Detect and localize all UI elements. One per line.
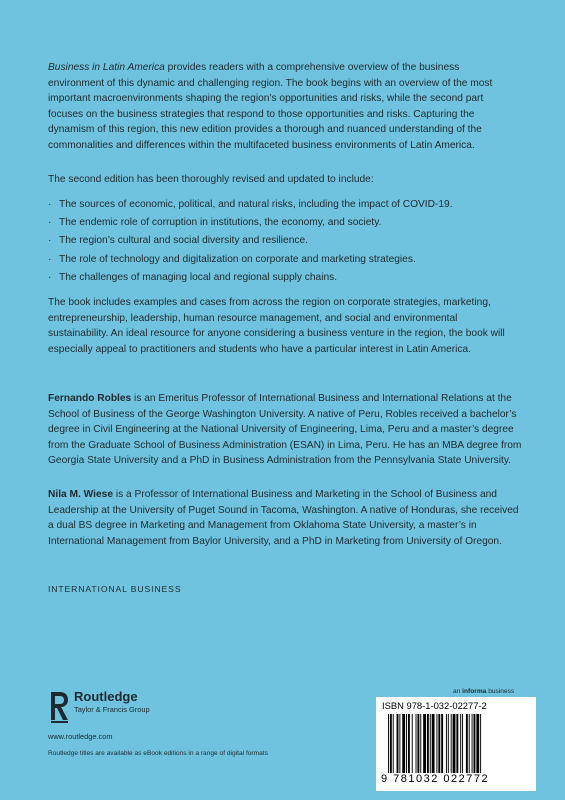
barcode-bar: [453, 714, 456, 778]
publisher-url[interactable]: www.routledge.com: [48, 732, 113, 741]
barcode-bar: [480, 714, 481, 778]
barcode-bars: [380, 714, 532, 778]
barcode-bar: [451, 714, 452, 778]
publisher-brand: [74, 690, 150, 715]
bullet-icon: ·: [48, 199, 52, 210]
barcode-bar: [388, 714, 389, 778]
feature-list: [48, 196, 528, 287]
bullet-icon: ·: [48, 217, 52, 229]
informa-tagline: an informa business: [453, 688, 515, 695]
isbn-label: ISBN 978-1-032-02277-2: [382, 700, 487, 711]
barcode-bar: [399, 714, 400, 778]
barcode-bar: [441, 714, 443, 778]
barcode-bar: [446, 714, 447, 778]
barcode-bar: [448, 714, 449, 778]
barcode-bar: [420, 714, 421, 778]
list-item: · The sources of economic, political, and natural risks, including the impact of COVID-19.: [48, 196, 528, 214]
barcode-bar: [427, 714, 429, 778]
author-name: Nila M. Wiese: [48, 489, 114, 500]
barcode-bar: [466, 714, 468, 778]
barcode-bar: [408, 714, 410, 778]
description-text: provides readers with a comprehensive overview of the business environment of this dynamic and challenging region. The book begins with an overview of the most important macroenvironments shaping the region’s opportunities and risks, while the second part focuses on the business strategies that respond to those opportunities and risks. Capturing the dynamism of this region, this new edition provides a thorough and nuanced understanding of the commonalities and differences within the multifaceted business environments of Latin America.: [48, 62, 493, 151]
list-item: · The challenges of managing local and regional supply chains.: [48, 269, 528, 287]
list-item: · The region’s cultural and social diversity and resilience.: [48, 232, 528, 250]
barcode-bar: [390, 714, 392, 778]
list-item: · The endemic role of corruption in institutions, the economy, and society.: [48, 214, 528, 232]
subject-category: INTERNATIONAL BUSINESS: [48, 584, 182, 594]
barcode-number: 9 781032 022772: [381, 773, 490, 785]
barcode-bar: [417, 714, 419, 778]
barcode-bar: [416, 714, 417, 778]
publisher-name: Routledge: [74, 689, 138, 704]
book-title: Business in Latin America: [48, 62, 165, 73]
edition-lead: The second edition has been thoroughly revised and updated to include:: [48, 174, 374, 185]
closing-paragraph: The book includes examples and cases from across the region on corporate strategies, marketing, entrepreneurship, leadership, human resource management, and social and environmental sustainability. An ideal resource for anyone considering a business venture in the region, the book will especially appeal to practitioners and students who have a particular interest in Latin America.: [48, 297, 505, 355]
description-paragraph: [48, 60, 518, 154]
bullet-icon: ·: [48, 235, 52, 247]
bullet-icon: ·: [48, 253, 52, 265]
barcode-bar: [436, 714, 437, 778]
barcode-bar: [474, 714, 476, 778]
author-bio-text: is a Professor of International Business and Marketing in the School of Business and Leadership at the University of Puget Sound in Tacoma, Washington. A native of Honduras, she received a dual BS degree in Marketing and Management from Oklahoma State University, a master’s in International Management from Baylor University, and a PhD in Marketing from University of Oregon.: [48, 489, 519, 547]
barcode-bar: [456, 714, 458, 778]
barcode-bar: [476, 714, 479, 778]
publisher-group: Taylor & Francis Group: [74, 705, 150, 714]
barcode-bar: [472, 714, 473, 778]
isbn-barcode: [376, 697, 536, 791]
routledge-r-logo-icon: [48, 690, 70, 724]
author-bio-wiese: [48, 487, 522, 549]
barcode-bar: [430, 714, 431, 778]
barcode-bar: [438, 714, 440, 778]
author-bio-text: is an Emeritus Professor of International Business and International Relations at the School of Business of the George Washington University. A native of Peru, Robles received a bachelor’s degree in Civil Engineering at the National University of Engineering, Lima, Peru and a master’s degree from the Graduate School of Business Administration (ESAN) in Lima, Peru. He has an MBA degree from Georgia State University and a PhD in Business Administration from the Pennsylvania State University.: [48, 393, 522, 467]
bullet-icon: ·: [48, 271, 52, 283]
barcode-bar: [393, 714, 394, 778]
author-bio-robles: [48, 391, 522, 469]
barcode-bar: [406, 714, 407, 778]
barcode-bar: [432, 714, 435, 778]
ebook-note: Routledge titles are available as eBook editions in a range of digital formats: [48, 750, 268, 757]
author-name: Fernando Robles: [48, 393, 132, 404]
barcode-bar: [402, 714, 405, 778]
barcode-bar: [469, 714, 470, 778]
barcode-bar: [462, 714, 463, 778]
barcode-bar: [423, 714, 426, 778]
barcode-bar: [397, 714, 399, 778]
barcode-bar: [412, 714, 413, 778]
list-item: · The role of technology and digitalization on corporate and marketing strategies.: [48, 251, 528, 269]
barcode-bar: [460, 714, 461, 778]
